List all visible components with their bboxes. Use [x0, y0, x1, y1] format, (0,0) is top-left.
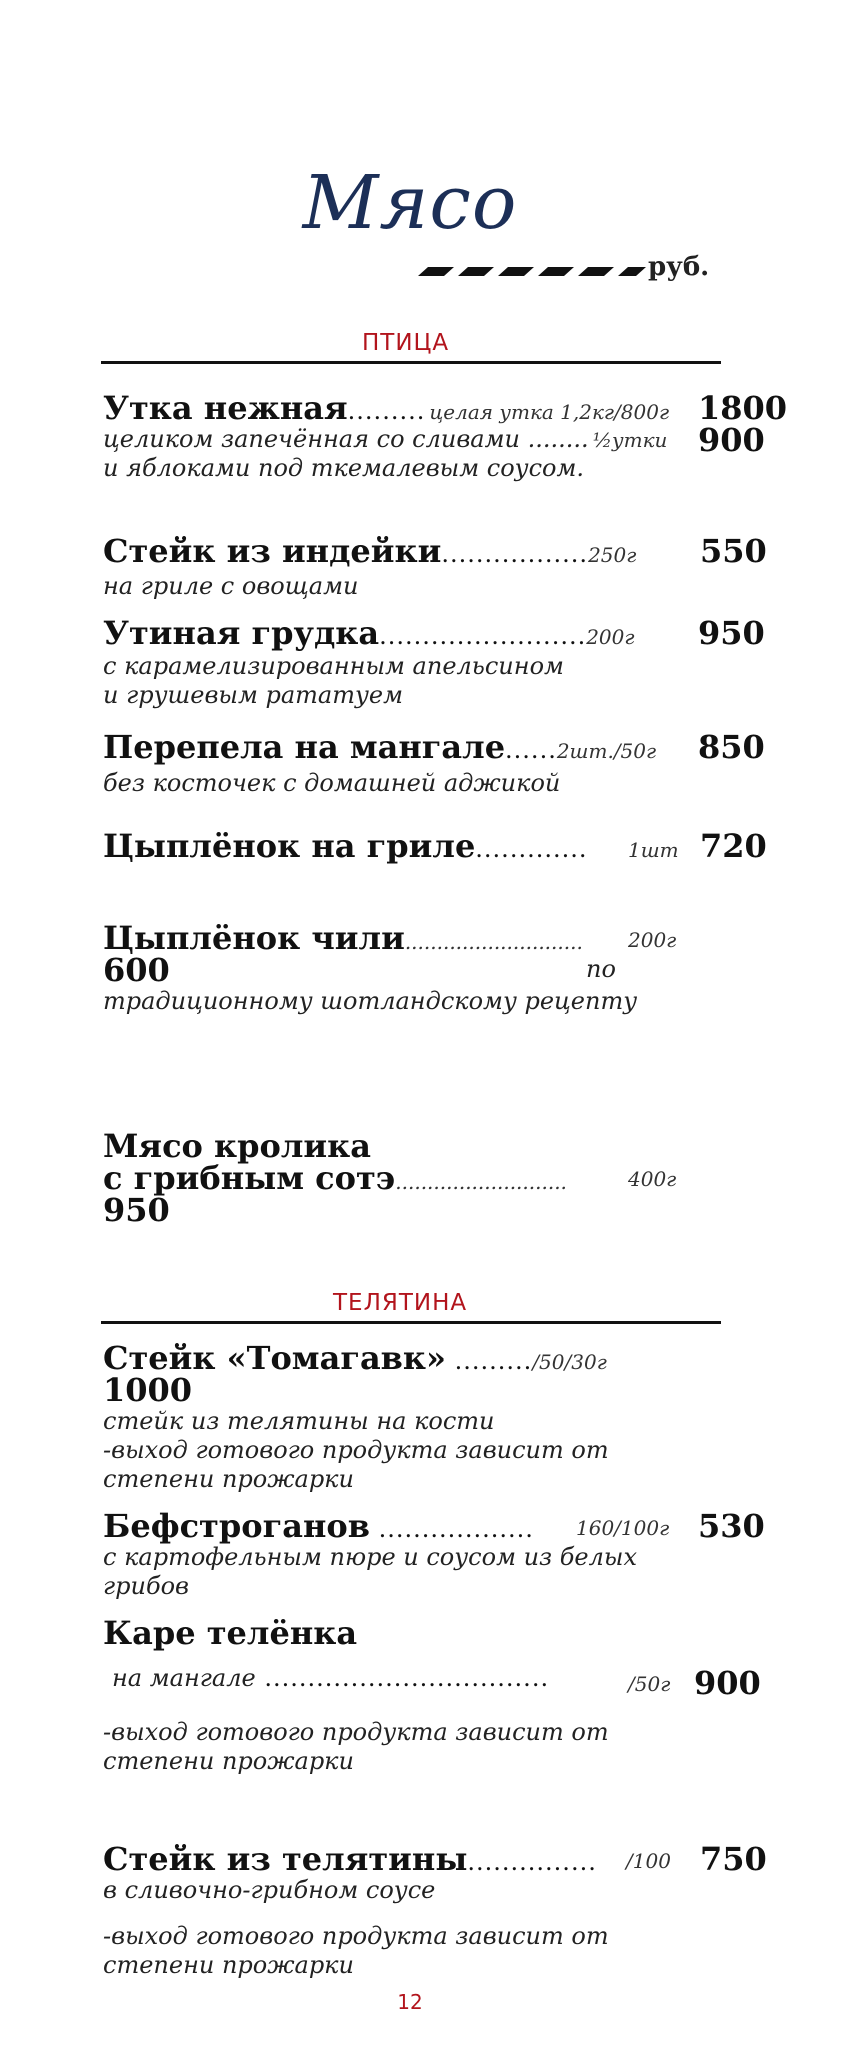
- section-divider: [101, 361, 721, 364]
- leader-dots: ..................: [369, 1515, 534, 1543]
- description-line: -выход готового продукта зависит от: [103, 1436, 609, 1464]
- menu-item-grilled-chicken: [103, 827, 587, 865]
- item-price: 720: [700, 827, 767, 865]
- item-weight: /50г: [628, 1672, 671, 1696]
- description-line: стейк из телятины на кости: [103, 1407, 495, 1435]
- decorative-dashes: [418, 264, 646, 278]
- item-weight: 200г: [628, 928, 677, 952]
- item-name: Стейк «Томагавк»: [103, 1339, 447, 1377]
- item-price: 850: [698, 728, 765, 766]
- item-name: Цыплёнок чили: [103, 919, 405, 957]
- description-line: и грушевым рататуем: [103, 681, 403, 709]
- item-name: Стейк из индейки: [103, 532, 442, 570]
- item-name: Бефстроганов: [103, 1507, 370, 1545]
- item-name: Утка нежная: [103, 389, 348, 427]
- leader-dots: .........: [446, 1347, 533, 1375]
- leader-dots: .........: [347, 397, 426, 425]
- item-price: 1000: [103, 1371, 193, 1409]
- item-price: 950: [698, 614, 765, 652]
- menu-item-veal-steak: [103, 1840, 597, 1878]
- item-name: Цыплёнок на гриле: [103, 827, 476, 865]
- item-price-half: 900: [698, 421, 765, 459]
- item-price: 750: [700, 1840, 767, 1878]
- description-line: и яблоками под ткемалевым соусом.: [103, 454, 584, 482]
- description-line: степени прожарки: [103, 1465, 354, 1493]
- item-weight: 400г: [628, 1167, 677, 1191]
- item-weight: 1шт: [628, 838, 679, 862]
- menu-item-veal-rack: Каре телёнка: [103, 1614, 358, 1652]
- description-line: в сливочно-грибном соусе: [103, 1876, 436, 1904]
- menu-item-duck: [103, 389, 669, 427]
- item-weight: 250г: [588, 543, 637, 567]
- item-name: Утиная грудка: [103, 614, 380, 652]
- item-price: 530: [698, 1507, 765, 1545]
- leader-dots: .............: [475, 835, 588, 863]
- item-weight: целая утка 1,2кг/800г: [429, 400, 670, 424]
- leader-dots: ......: [505, 736, 557, 764]
- item-weight: 160/100г: [576, 1516, 670, 1540]
- item-weight: 200г: [586, 625, 635, 649]
- description-line: с карамелизированным апельсином: [103, 652, 564, 680]
- item-price: 950: [103, 1191, 170, 1229]
- menu-item-rabbit: Мясо кролика: [103, 1127, 371, 1165]
- menu-item-rabbit-line2: [103, 1159, 567, 1197]
- item-name: Стейк из телятины: [103, 1840, 468, 1878]
- description-line: с картофельным пюре и соусом из белых: [103, 1543, 637, 1571]
- item-name: с грибным сотэ: [103, 1159, 396, 1197]
- item-subtitle: на мангале: [112, 1664, 256, 1692]
- description-line: степени прожарки: [103, 1951, 354, 1979]
- section-divider: [101, 1321, 721, 1324]
- item-price: 600: [103, 951, 170, 989]
- item-price: 900: [694, 1664, 761, 1702]
- description-line: по: [586, 955, 616, 983]
- description-line: -выход готового продукта зависит от: [103, 1718, 609, 1746]
- menu-item-stroganoff: [103, 1507, 534, 1545]
- description-line: -выход готового продукта зависит от: [103, 1922, 609, 1950]
- leader-dots: ........................: [379, 622, 587, 650]
- item-weight: /50/30г: [532, 1350, 607, 1374]
- leader-dots: ...............: [467, 1848, 597, 1876]
- item-weight: 2шт./50г: [556, 739, 657, 763]
- page-title: Мясо: [302, 160, 518, 246]
- description-line: грибов: [103, 1572, 190, 1600]
- leader-dots: ...........................: [395, 1170, 567, 1194]
- menu-item-veal-rack-detail: [112, 1664, 549, 1692]
- description-line: целиком запечённая со сливами ........: [103, 425, 589, 453]
- description-line: без косточек с домашней аджикой: [103, 769, 561, 797]
- item-weight: /100: [626, 1849, 671, 1873]
- item-price: 1800: [698, 389, 788, 427]
- leader-dots: .................: [441, 540, 589, 568]
- item-description: [103, 425, 667, 453]
- menu-item-chili-chicken: [103, 919, 583, 957]
- section-heading-poultry: ПТИЦА: [362, 330, 450, 356]
- item-name: Перепела на мангале: [103, 728, 506, 766]
- menu-item-turkey-steak: [103, 532, 636, 570]
- currency-label: руб.: [648, 252, 710, 282]
- menu-item-quail: [103, 728, 656, 766]
- description-line: традиционному шотландскому рецепту: [103, 987, 638, 1015]
- description-line: на гриле с овощами: [103, 572, 359, 600]
- item-price: 550: [700, 532, 767, 570]
- page-number: 12: [397, 1990, 423, 2014]
- menu-item-duck-breast: [103, 614, 634, 652]
- section-heading-veal: ТЕЛЯТИНА: [333, 1290, 468, 1316]
- item-weight-half: ½утки: [592, 428, 668, 452]
- description-line: степени прожарки: [103, 1747, 354, 1775]
- leader-dots: ............................: [404, 930, 583, 954]
- leader-dots: .................................: [255, 1664, 550, 1692]
